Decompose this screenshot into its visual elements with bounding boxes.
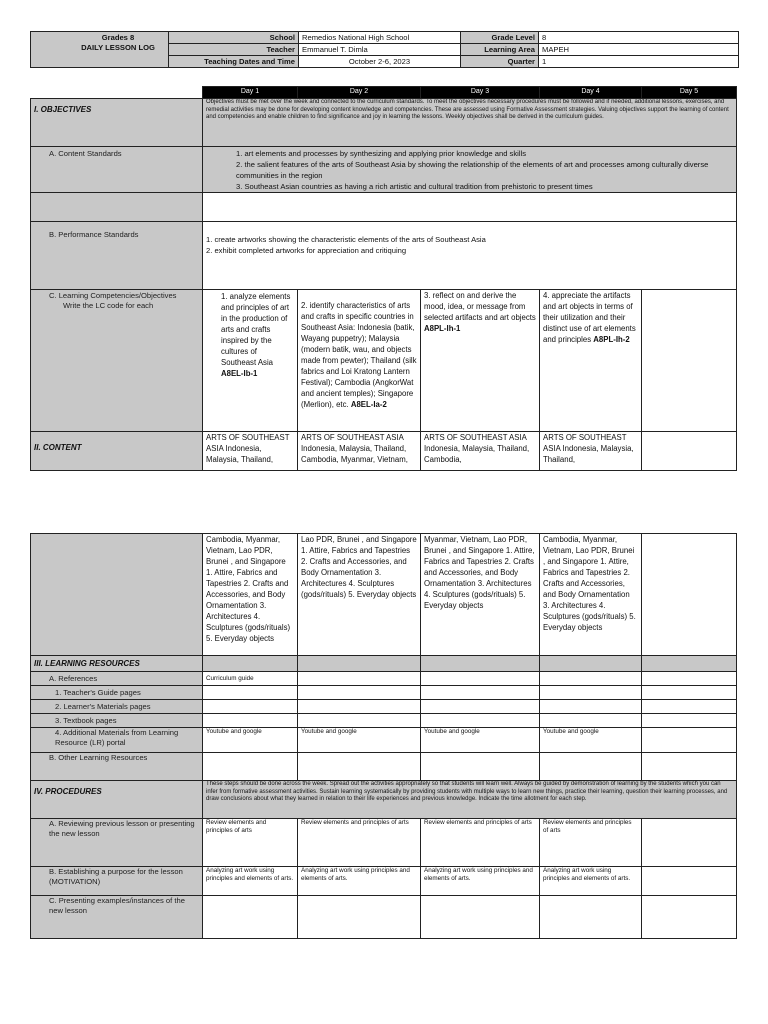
content-day-5-part-1 [642,432,737,471]
teacher-label: Teacher [169,44,299,56]
procedure-a-day-2: Review elements and principles of arts [298,819,421,867]
competencies-label [31,290,203,432]
lr-day-1: Youtube and google [203,728,298,753]
procedure-a-day-4: Review elements and principles of arts [540,819,642,867]
content-day-1-part-1: ARTS OF SOUTHEAST ASIA Indonesia, Malaysia, Thailand, [203,432,298,471]
competency-text: 2. identify characteristics of arts and crafts in specific countries in Southeast Asia: Indonesia (batik, Wayang puppetry); Malaysia (modern batik, wau, and objects made from pewter); Thailand (silk fabrics and Loi Kratong Lantern Festival); Cambodia (AngkorWat and ancient temples); Singapore (Merlion), etc. [301,301,417,409]
dates-label: Teaching Dates and Time [169,56,299,68]
textbook-pages-label: 3. Textbook pages [31,714,203,728]
content-day-2-part-1: ARTS OF SOUTHEAST ASIA Indonesia, Malaysia, Thailand, Cambodia, Myanmar, Vietnam, [298,432,421,471]
teacher-value: Emmanuel T. Dimla [299,44,461,56]
performance-standard-2: 2. exhibit completed artworks for appreciation and critiquing [206,246,407,255]
competency-code: A8EL-Ia-2 [350,400,387,409]
content-standard-1: 1. art elements and processes by synthesizing and applying prior knowledge and skills [236,149,526,158]
competency-text: 4. appreciate the artifacts and art objects in terms of their utilization and their distinct use of art elements and principles [543,291,636,344]
content-standard-2: 2. the salient features of the arts of Southeast Asia by showing the relationship of the elements of art and processes among culturally diverse communities in the region [236,160,709,180]
grade-level-label: Grade Level [461,32,539,44]
learning-area-label: Learning Area [461,44,539,56]
day-4-header: Day 4 [540,87,642,99]
content-continued-label [31,534,203,656]
school-value: Remedios National High School [299,32,461,44]
performance-standards-label: B. Performance Standards [31,222,203,290]
performance-standards-cell [203,222,737,290]
content-day-4-part-2: Cambodia, Myanmar, Vietnam, Lao PDR, Brunei , and Singapore 1. Attire, Fabrics and Tapestries 2. Crafts and Accessories, and Body Ornamentation 3. Architectures 4. Sculptures (gods/rituals) 5. Everyday objects [540,534,642,656]
competency-text: 1. analyze elements and principles of art in the production of arts and crafts inspired by the cultures of Southeast Asia [221,292,291,367]
school-label: School [169,32,299,44]
procedure-a-day-1: Review elements and principles of arts [203,819,298,867]
content-day-1-part-2: Cambodia, Myanmar, Vietnam, Lao PDR, Brunei , and Singapore 1. Attire, Fabrics and Tapestries 2. Crafts and Accessories, and Body Ornamentation 3. Architectures 4. Sculptures (gods/rituals) 5. Everyday objects [203,534,298,656]
lr-day-2: Youtube and google [298,728,421,753]
competency-code: A8PL-Ih-2 [593,335,630,344]
content-day-5-part-2 [642,534,737,656]
days-header-row [31,87,737,99]
grade-line: Grades 8 [101,33,135,42]
log-title: DAILY LESSON LOG [81,43,155,52]
learning-resources-heading: III. LEARNING RESOURCES [31,656,203,672]
lesson-log-table-page-2 [30,533,737,939]
content-day-4-part-1: ARTS OF SOUTHEAST ASIA Indonesia, Malaysia, Thailand, [540,432,642,471]
procedure-b-label: B. Establishing a purpose for the lesson (MOTIVATION) [31,867,203,896]
procedure-a-day-3: Review elements and principles of arts [421,819,540,867]
performance-standard-1: 1. create artworks showing the characteristic elements of the arts of Southeast Asia [206,235,486,244]
content-standard-3: 3. Southeast Asian countries as having a rich artistic and cultural tradition from prehistoric to present times [236,182,593,191]
competency-day-2 [298,290,421,432]
lesson-log-table-page-1 [30,86,737,471]
competencies-label-line-1: C. Learning Competencies/Objectives [49,291,177,300]
procedures-note: These steps should be done across the week. Spread out the activities appropriately so that students will learn well. Always be guided by demonstration of learning by the students which you can infer from formative assessment activities. Sustain learning systematically by providing students with multiple ways to learn new things, practice their learning, question their learning processes, and draw conclusions about what they learned in relation to their life experiences and previous knowledge. Indicate the time allotment for each step. [203,781,737,819]
references-day-1: Curriculum guide [203,672,298,686]
procedure-a-label: A. Reviewing previous lesson or presenting the new lesson [31,819,203,867]
day-3-header: Day 3 [421,87,540,99]
competency-day-4 [540,290,642,432]
competency-day-1 [203,290,298,432]
procedure-a-day-5 [642,819,737,867]
procedure-c-label: C. Presenting examples/instances of the new lesson [31,896,203,939]
learners-materials-label: 2. Learner's Materials pages [31,700,203,714]
header-table [30,31,739,68]
content-day-3-part-1: ARTS OF SOUTHEAST ASIA Indonesia, Malaysia, Thailand, Cambodia, [421,432,540,471]
procedure-b-day-3: Analyzing art work using principles and elements of arts. [421,867,540,896]
lr-day-4: Youtube and google [540,728,642,753]
quarter-label: Quarter [461,56,539,68]
content-day-3-part-2: Myanmar, Vietnam, Lao PDR, Brunei , and Singapore 1. Attire, Fabrics and Tapestries 2. Crafts and Accessories, and Body Ornamentation 3. Architectures 4. Sculptures (gods/rituals) 5. Everyday objects [421,534,540,656]
competency-day-3 [421,290,540,432]
procedure-b-day-4: Analyzing art work using principles and elements of arts. [540,867,642,896]
competency-text: 3. reflect on and derive the mood, idea, or message from selected artifacts and art objects [424,291,536,322]
day-5-header: Day 5 [642,87,737,99]
objectives-note: Objectives must be met over the week and connected to the curriculum standards. To meet the objectives necessary procedures must be followed and if needed, additional lessons, exercises, and remedial activities may be done for developing content knowledge and competencies. These are assessed using Formative Assessment strategies. Valuing objectives support the learning of content and competencies and enable children to find significance and joy in learning the lessons. Weekly objectives shall be derived in the curriculum guides. [203,99,737,147]
competency-day-5 [642,290,737,432]
procedure-b-day-5 [642,867,737,896]
day-1-header: Day 1 [203,87,298,99]
procedure-b-day-2: Analyzing art work using principles and elements of arts. [298,867,421,896]
content-standards-label: A. Content Standards [31,147,203,193]
lr-portal-label: 4. Additional Materials from Learning Resource (LR) portal [31,728,203,753]
grade-level-value: 8 [539,32,739,44]
references-label: A. References [31,672,203,686]
blank-row-cell [203,193,737,222]
objectives-heading: I. OBJECTIVES [31,99,203,147]
learning-area-value: MAPEH [539,44,739,56]
content-day-2-part-2: Lao PDR, Brunei , and Singapore 1. Attire, Fabrics and Tapestries 2. Crafts and Accessories, and Body Ornamentation 3. Architectures 4. Sculptures (gods/rituals) 5. Everyday objects [298,534,421,656]
competency-code: A8EL-Ib-1 [221,369,258,378]
day-2-header: Day 2 [298,87,421,99]
lr-day-5 [642,728,737,753]
blank-row-label [31,193,203,222]
competency-code: A8PL-Ih-1 [424,324,461,333]
lr-day-3: Youtube and google [421,728,540,753]
teachers-guide-label: 1. Teacher's Guide pages [31,686,203,700]
other-resources-label: B. Other Learning Resources [31,753,203,781]
procedure-b-day-1: Analyzing art work using principles and elements of arts. [203,867,298,896]
dates-value: October 2-6, 2023 [299,56,461,68]
quarter-value: 1 [539,56,739,68]
content-heading: II. CONTENT [31,432,203,471]
procedures-heading: IV. PROCEDURES [31,781,203,819]
content-standards-cell [203,147,737,193]
competencies-label-line-2: Write the LC code for each [63,301,154,310]
